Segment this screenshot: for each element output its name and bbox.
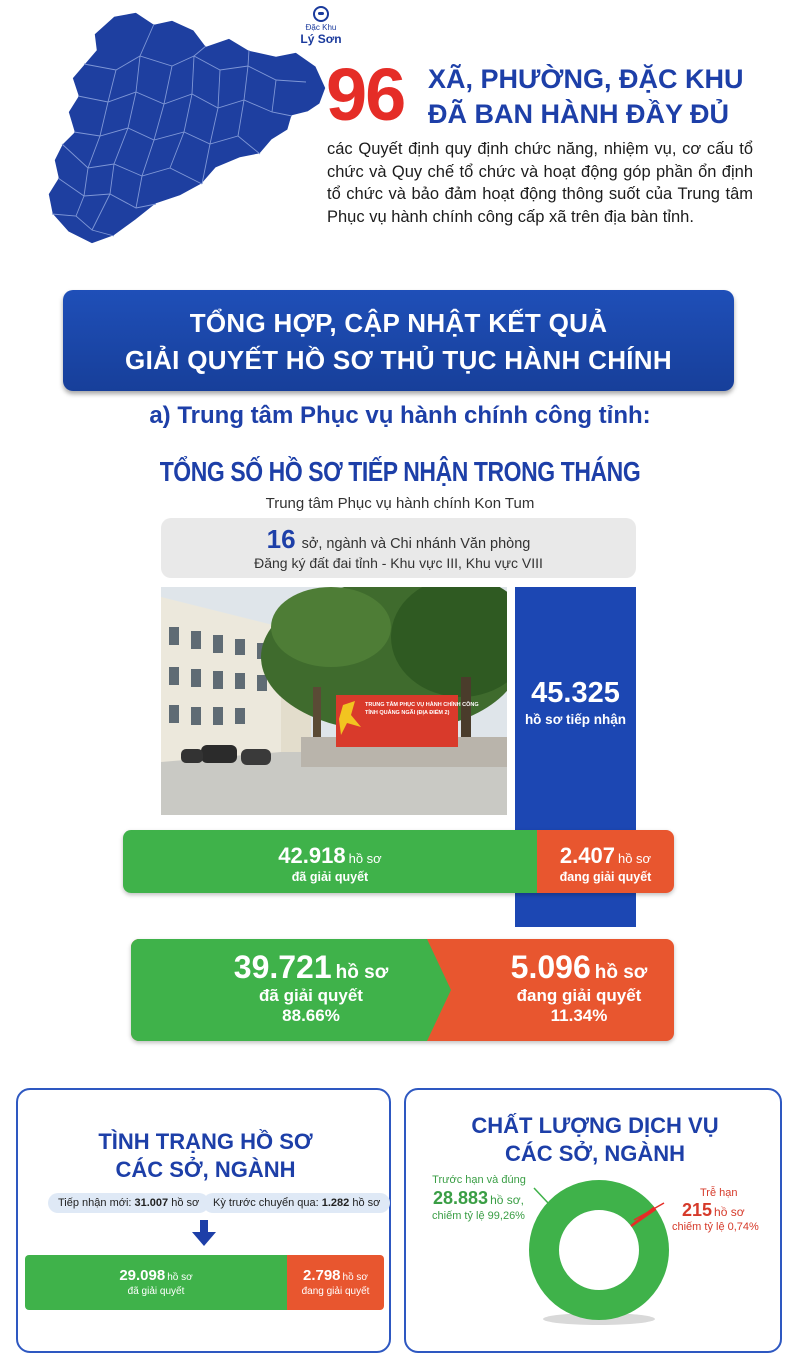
late-slice <box>642 1216 644 1219</box>
new-received-value: 31.007 <box>134 1197 169 1209</box>
late-count <box>682 1200 745 1221</box>
ontime-unit: hồ sơ, <box>490 1193 524 1207</box>
departments-line2: Đăng ký đất đai tỉnh - Khu vực III, Khu vực VIII <box>254 555 543 571</box>
pending-block <box>479 949 674 1026</box>
resolved-unit: hồ sơ <box>348 851 382 866</box>
logo-icon <box>313 6 329 22</box>
ontime-label: Trước hạn và đúng <box>432 1174 526 1186</box>
headline-line2: ĐÃ BAN HÀNH ĐẦY ĐỦ <box>428 99 730 129</box>
departments-count: 16 <box>266 524 296 554</box>
received-number: 45.325 <box>531 677 620 709</box>
logo-small-text: Đặc Khu <box>305 23 337 32</box>
center-name: Trung tâm Phục vụ hành chính Kon Tum <box>265 495 535 512</box>
ly-son-logo <box>295 6 347 46</box>
status-title-line2: CÁC SỞ, NGÀNH <box>115 1157 296 1182</box>
status-pending-label: đang giải quyết <box>301 1286 370 1297</box>
pending-pct: 11.34% <box>550 1006 608 1025</box>
quality-title <box>406 1112 784 1168</box>
late-unit: hồ sơ <box>714 1205 745 1219</box>
resolved-pct: 88.66% <box>282 1006 340 1025</box>
sign-line2: TỈNH QUẢNG NGÃI (ĐỊA ĐIỂM 2) <box>365 710 450 716</box>
center-photo <box>161 587 507 815</box>
quality-title-line1: CHẤT LƯỢNG DỊCH VỤ <box>471 1113 719 1138</box>
received-label: hồ sơ tiếp nhận <box>524 712 627 727</box>
resolution-bar-secondary <box>131 939 674 1041</box>
resolved-label-2: đã giải quyết <box>259 986 363 1005</box>
center-building-image <box>161 587 507 815</box>
status-resolved-segment <box>25 1255 287 1310</box>
departments-count-box <box>161 518 636 578</box>
late-label: Trễ hạn <box>700 1187 738 1199</box>
carried-over-unit: hồ sơ <box>352 1197 381 1209</box>
pending-label-2: đang giải quyết <box>516 986 642 1005</box>
intro-text: các Quyết định quy định chức năng, nhiệm vụ, cơ cấu tổ chức và Quy chế tổ chức và hoạt động góp phần ổn định tổ chức và bảo đảm hoạt động thông suốt của Trung tâm Phục vụ hành chính công cấp xã trên địa bàn tỉnh. <box>327 140 753 226</box>
total-title: TỔNG SỐ HỒ SƠ TIẾP NHẬN TRONG THÁNG <box>159 456 641 487</box>
pending-segment <box>537 830 674 893</box>
summary-banner <box>63 290 734 391</box>
quality-panel <box>404 1088 782 1353</box>
status-resolved-label: đã giải quyết <box>127 1286 185 1297</box>
status-title-line1: TÌNH TRẠNG HỒ SƠ <box>98 1129 313 1154</box>
arrow-down-icon <box>192 1220 216 1246</box>
carried-over-label: Kỳ trước chuyển qua: <box>213 1197 319 1209</box>
quality-title-line2: CÁC SỞ, NGÀNH <box>504 1141 686 1166</box>
banner-line1: TỔNG HỢP, CẬP NHẬT KẾT QUẢ <box>189 308 608 338</box>
pending-unit: hồ sơ <box>617 851 652 866</box>
carried-over-value: 1.282 <box>321 1197 350 1209</box>
resolved-number-2: 39.721 <box>233 949 332 985</box>
pending-number: 2.407 <box>559 843 615 868</box>
pending-number-2: 5.096 <box>510 949 591 985</box>
ontime-pct: chiếm tỷ lệ 99,26% <box>432 1210 525 1222</box>
sign-line1: TRUNG TÂM PHỤC VỤ HÀNH CHÍNH CÔNG <box>365 702 479 708</box>
resolved-segment <box>123 830 537 893</box>
resolved-unit-2: hồ sơ <box>335 962 389 983</box>
ontime-count <box>416 1188 541 1209</box>
new-received-pill <box>48 1193 209 1213</box>
headline-line1: XÃ, PHƯỜNG, ĐẶC KHU <box>428 64 744 94</box>
status-resolved-unit: hồ sơ <box>167 1272 193 1283</box>
status-bar <box>25 1255 384 1310</box>
ontime-number: 28.883 <box>433 1188 489 1208</box>
logo-big-text: Lý Sơn <box>300 32 342 46</box>
quality-donut-chart <box>524 1178 674 1328</box>
status-resolved-number: 29.098 <box>119 1267 166 1284</box>
status-title <box>18 1128 393 1184</box>
ontime-ring <box>544 1195 654 1305</box>
resolved-block <box>161 949 461 1026</box>
pending-label: đang giải quyết <box>559 870 652 884</box>
new-received-label: Tiếp nhận mới: <box>58 1197 132 1209</box>
resolved-number: 42.918 <box>278 843 346 868</box>
new-received-unit: hồ sơ <box>171 1197 200 1209</box>
section-a-heading: a) Trung tâm Phục vụ hành chính công tỉnh: <box>149 402 651 429</box>
resolved-label: đã giải quyết <box>291 870 369 884</box>
departments-line1: sở, ngành và Chi nhánh Văn phòng <box>301 536 531 552</box>
late-number: 215 <box>682 1200 713 1220</box>
status-pending-unit: hồ sơ <box>342 1272 368 1283</box>
communes-count: 96 <box>326 53 405 136</box>
carried-over-pill <box>203 1193 390 1213</box>
status-pending-segment <box>287 1255 384 1310</box>
resolution-bar-primary <box>123 830 674 893</box>
pending-unit-2: hồ sơ <box>594 962 648 983</box>
late-pct: chiếm tỷ lệ 0,74% <box>672 1221 759 1233</box>
banner-line2: GIẢI QUYẾT HỒ SƠ THỦ TỤC HÀNH CHÍNH <box>125 345 672 375</box>
status-pending-number: 2.798 <box>302 1267 341 1284</box>
